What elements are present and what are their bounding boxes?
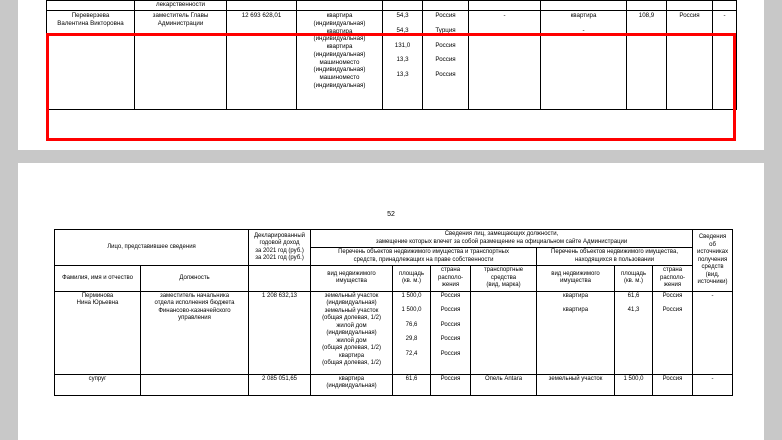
declarations-table-top xyxy=(46,0,737,110)
cell-owned-type: земельный участок (индивидуальная) земельный участок (общая долевая, 1/2) жилой дом (индивидуальная) жилой дом (общая долевая, 1/2) квартира (общая долевая, 1/2) xyxy=(311,291,393,374)
cell-sources: - xyxy=(713,11,737,110)
header-used-group: Перечень объектов недвижимого имущества, находящихся в пользовании xyxy=(537,248,693,266)
header-used-type: вид недвижимого имущества xyxy=(537,266,615,292)
document-sheet-bottom xyxy=(18,163,764,440)
cell-used-country: Россия Россия xyxy=(653,291,693,374)
header-income: Декларированный годовой доход за 2021 год (руб.) за 2021 год (руб.) xyxy=(249,230,311,266)
header-income-spacer xyxy=(249,266,311,292)
table-row xyxy=(55,374,733,395)
cell-owned-type: квартира (индивидуальная) квартира (индивидуальная) квартира (индивидуальная) машиноместо (индивидуальная) машиноместо (индивидуальная) xyxy=(297,11,383,110)
cell-owned-country: Россия xyxy=(431,374,471,395)
cell-owned-area: 54,3 54,3 131,0 13,3 13,3 xyxy=(383,11,423,110)
cell-owned-country: Россия Россия Россия Россия Россия xyxy=(431,291,471,374)
cell-sources: - xyxy=(693,291,733,374)
table-row xyxy=(47,11,737,110)
cut-row-text: лекарственности xyxy=(135,1,227,11)
cell-used-type: квартира квартира xyxy=(537,291,615,374)
cell-income: 1 208 632,13 xyxy=(249,291,311,374)
header-owned-area: площадь (кв. м.) xyxy=(393,266,431,292)
cell-transport: Опель Antara xyxy=(471,374,537,395)
declarations-table-bottom xyxy=(54,229,733,396)
cell-transport: - xyxy=(469,11,541,110)
header-disclosure-group: Сведения лиц, замещающих должности, замещение которых влечет за собой размещение на официальном сайте Администрации xyxy=(311,230,693,248)
person-name-line1: Переверзева xyxy=(71,12,110,19)
cell-owned-country: Россия Турция Россия Россия Россия xyxy=(423,11,469,110)
table-row xyxy=(55,291,733,374)
cell-person: Перминова Нина Юрьевна xyxy=(55,291,141,374)
header-person-position: Должность xyxy=(141,266,249,292)
cell-sources: - xyxy=(693,374,733,395)
table-header-row-1 xyxy=(55,230,733,248)
cell-position xyxy=(141,374,249,395)
cell-used-country: Россия xyxy=(653,374,693,395)
table-row-cut xyxy=(47,1,737,11)
cell-owned-area: 61,6 xyxy=(393,374,431,395)
cell-income: 12 693 628,01 xyxy=(227,11,297,110)
cell-used-type: земельный участок xyxy=(537,374,615,395)
cell-used-country: Россия xyxy=(667,11,713,110)
person-name-line2: Валентина Викторовна xyxy=(57,19,124,27)
header-sources: Сведения об источниках получения средств (вид, источники) xyxy=(693,230,733,292)
cell-person xyxy=(47,11,135,110)
cell-position: заместитель начальника отдела исполнения бюджета Финансово-казначейского управления xyxy=(141,291,249,374)
header-owned-country: страна располо- жения xyxy=(431,266,471,292)
header-owned-type: вид недвижимого имущества xyxy=(311,266,393,292)
table-header-row-3 xyxy=(55,266,733,292)
cell-used-type: квартира - xyxy=(541,11,627,110)
page-number: 52 xyxy=(387,211,395,218)
cell-transport xyxy=(471,291,537,374)
cell-owned-type: квартира (индивидуальная) xyxy=(311,374,393,395)
cell-income: 2 085 051,65 xyxy=(249,374,311,395)
header-person-name: Фамилия, имя и отчество xyxy=(55,266,141,292)
cell-used-area: 1 500,0 xyxy=(615,374,653,395)
cell-owned-area: 1 500,0 1 500,0 76,6 29,8 72,4 xyxy=(393,291,431,374)
cell-position: заместитель Главы Администрации xyxy=(135,11,227,110)
header-used-area: площадь (кв. м.) xyxy=(615,266,653,292)
header-person-group: Лицо, представившее сведения xyxy=(55,230,249,266)
header-used-country: страна располо- жения xyxy=(653,266,693,292)
header-owned-group: Перечень объектов недвижимого имущества и транспортных средств, принадлежащих на праве собственности xyxy=(311,248,537,266)
cell-person: супруг xyxy=(55,374,141,395)
header-transport: транспортные средства (вид, марка) xyxy=(471,266,537,292)
cell-used-area: 108,9 xyxy=(627,11,667,110)
cell-used-area: 61,6 41,3 xyxy=(615,291,653,374)
document-sheet-top xyxy=(18,0,764,150)
